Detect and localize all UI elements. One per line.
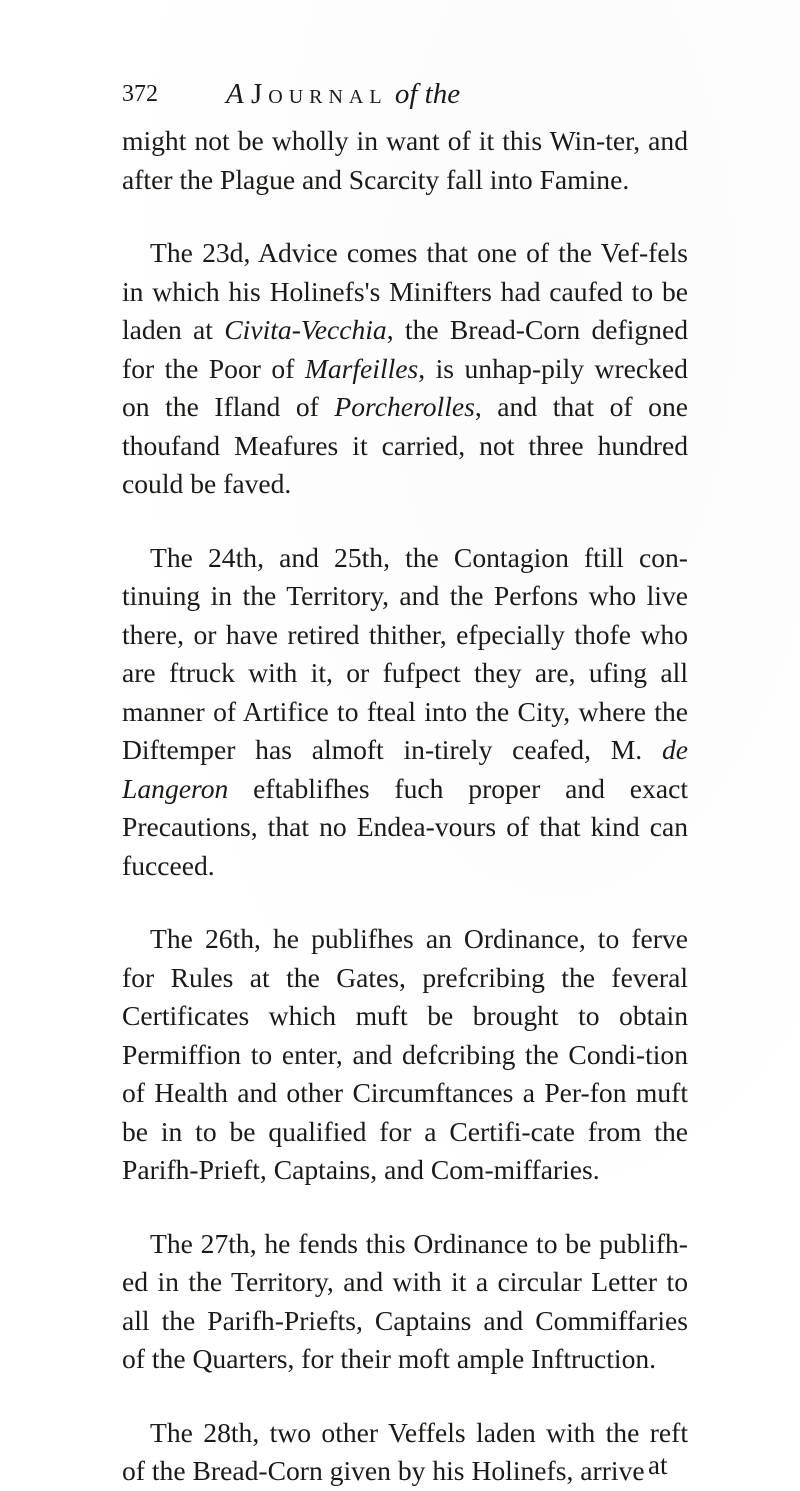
text-segment: The 23d, Advice comes that one of the Vef-fels in which his Holinefs's Minifters had caufed to be laden at	[122, 237, 688, 345]
text-segment: might not be wholly in want of it this Win-ter, and after the Plague and Scarcity fall into Famine.	[122, 125, 688, 195]
running-title	[226, 72, 460, 116]
running-title-suffix: of the	[394, 78, 461, 110]
catchword: at	[648, 1450, 668, 1480]
text-segment: The 27th, he fends this Ordinance to be publifh-ed in the Territory, and with it a circular Letter to all the Parifh-Priefts, Captains and Commiffaries of the Quarters, for their moft ample Inftruction.	[122, 1227, 688, 1374]
italic-text-segment: Civita-Vecchia	[224, 314, 387, 345]
text-segment: , the Bread-Corn defigned for the Poor of	[122, 314, 688, 384]
text-segment: , is unhap-pily wrecked on the Ifland of	[122, 352, 688, 422]
italic-text-segment: Porcherolles	[334, 391, 475, 422]
italic-text-segment: de Langeron	[122, 734, 688, 804]
paragraph	[122, 1225, 688, 1379]
paragraph	[122, 122, 688, 199]
italic-text-segment: Marfeilles	[304, 352, 419, 384]
text-segment: , and that of one thoufand Meafures it carried, not three hundred could be faved.	[122, 391, 688, 499]
paragraph	[122, 1414, 688, 1491]
page-number: 372	[122, 81, 158, 107]
paragraph	[122, 539, 688, 886]
text-segment: eftablifhes fuch proper and exact Precautions, that no Endea-vours of that kind can fucceed.	[122, 772, 688, 881]
body-text	[122, 122, 688, 1491]
text-segment: The 24th, and 25th, the Contagion ftill con-tinuing in the Territory, and the Perfons who live there, or have retired thither, efpecially thofe who are ftruck with it, or fufpect they are, ufing all manner of Artifice to fteal into the City, where the Diftemper has almoft in-tirely ceafed, M.	[122, 541, 688, 765]
paragraph	[122, 920, 688, 1190]
running-title-prefix: A	[226, 78, 244, 110]
text-segment: The 28th, two other Veffels laden with the reft of the Bread-Corn given by his Holinefs, arrive	[122, 1416, 688, 1486]
running-title-main: Journal	[250, 78, 388, 110]
running-head	[122, 72, 682, 116]
paragraph	[122, 234, 688, 504]
text-segment: The 26th, he publifhes an Ordinance, to ferve for Rules at the Gates, prefcribing the feveral Certificates which muft be brought to obtain Permiffion to enter, and defcribing the Condi-tion of Health and other Circumftances a Per-fon muft be in to be qualified for a Certifi-cate from the Parifh-Prieft, Captains, and Com-miffaries.	[122, 923, 688, 1185]
